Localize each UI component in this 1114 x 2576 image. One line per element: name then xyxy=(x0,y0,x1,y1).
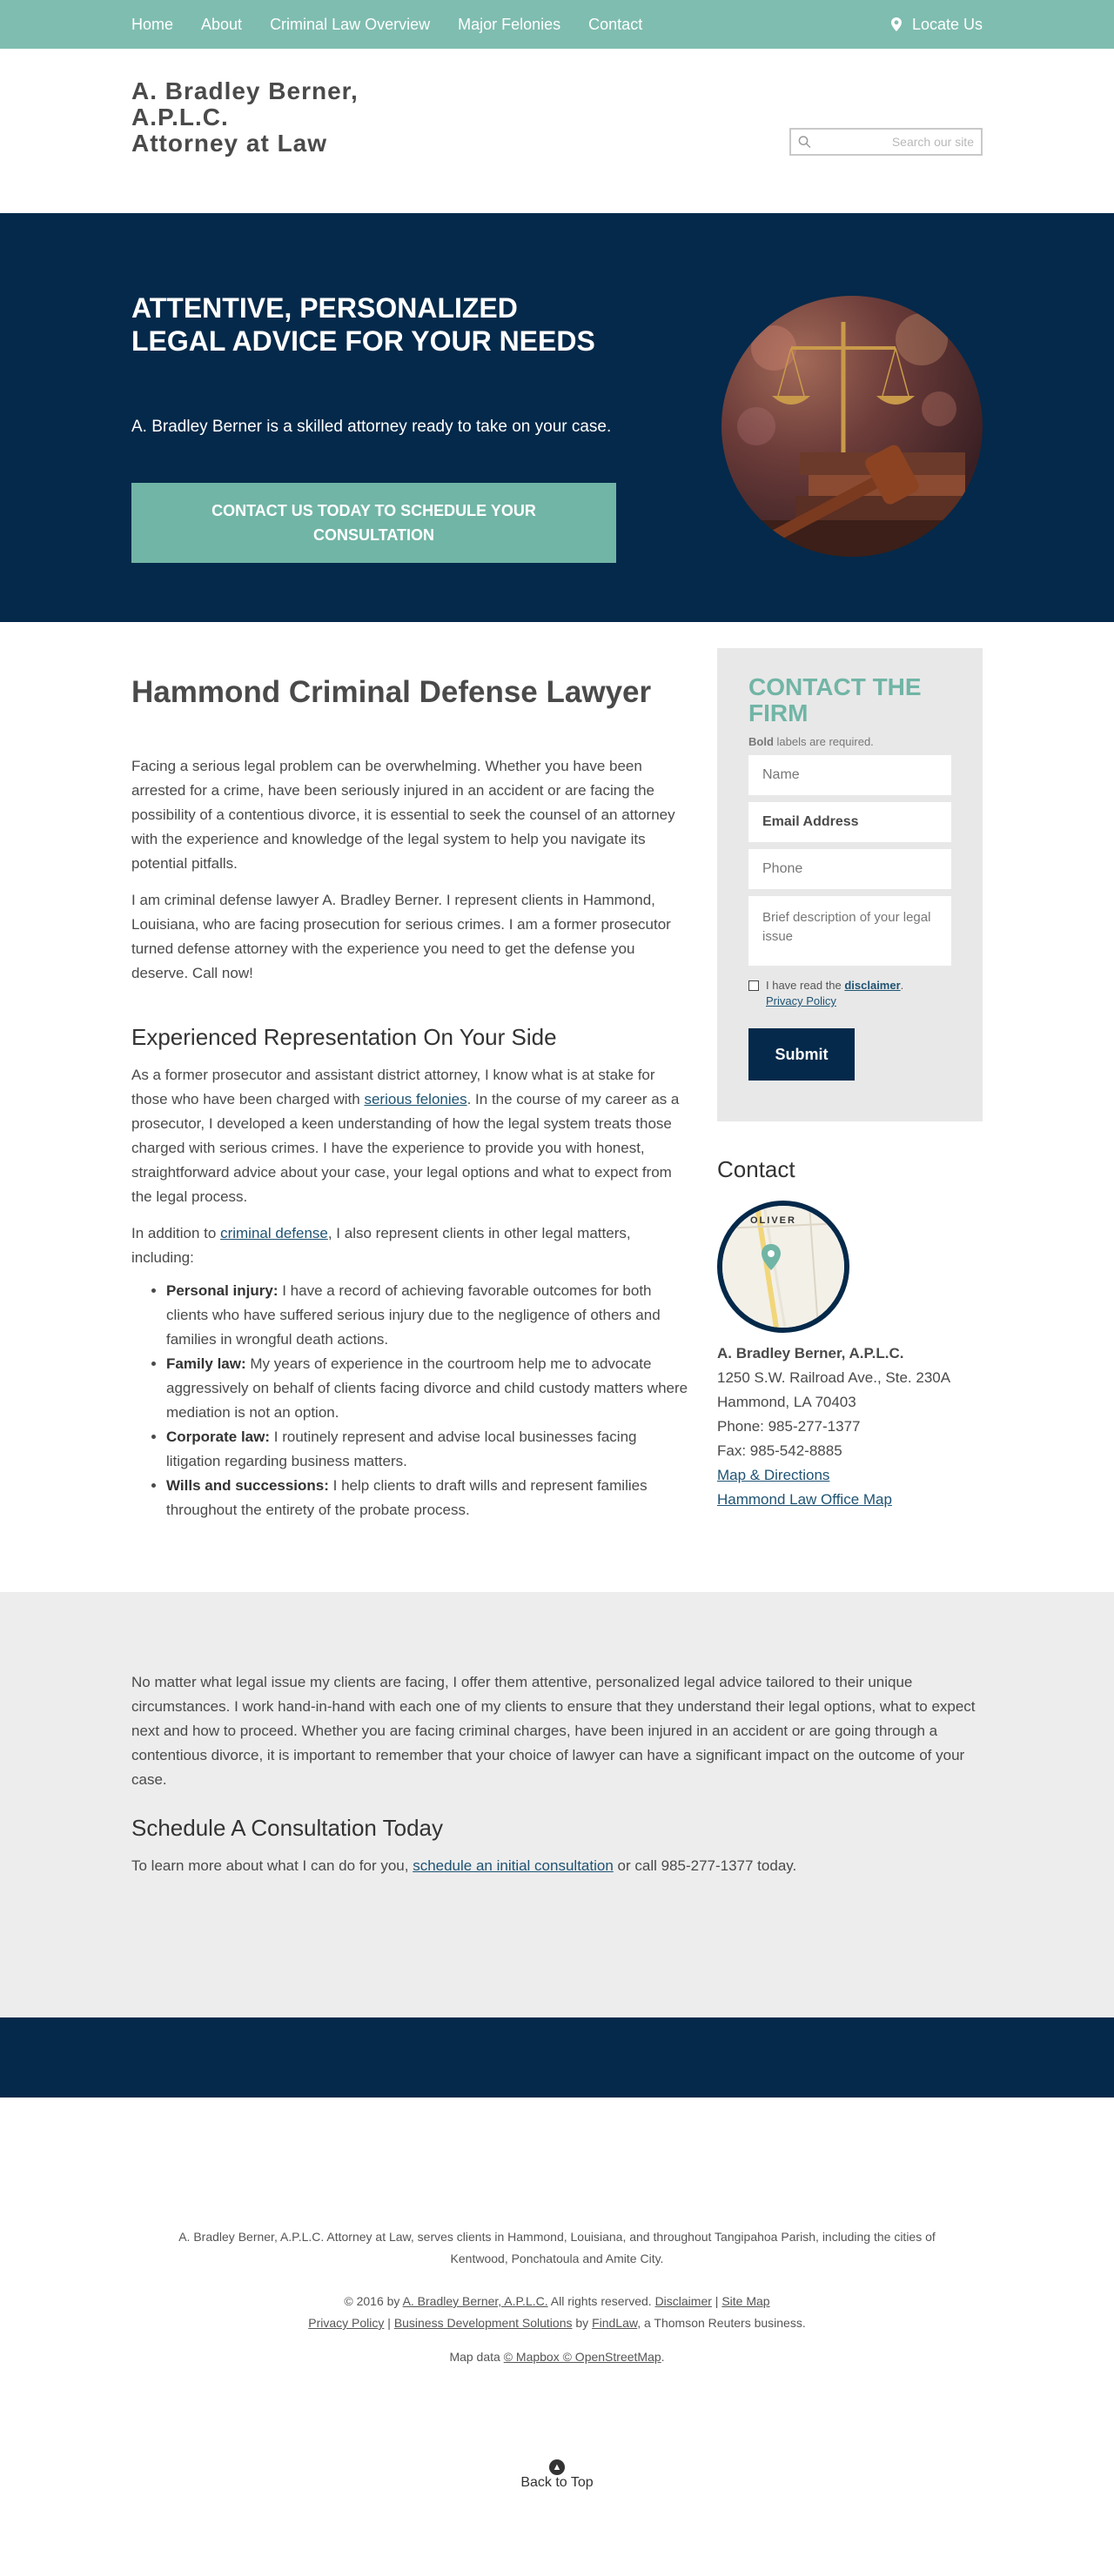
text: As a former prosecutor and assistant district attorney, I know what is at stake for those who have been charged with xyxy=(131,1067,655,1107)
privacy-policy-footer-link[interactable]: Privacy Policy xyxy=(308,2316,385,2330)
hero-subtitle: A. Bradley Berner is a skilled attorney ready to take on your case. xyxy=(131,418,612,436)
text: Bold xyxy=(748,735,774,748)
brand-line-3: Attorney at Law xyxy=(131,130,328,157)
city-state-zip: Hammond, LA 70403 xyxy=(717,1394,856,1410)
list-text: I have a record of achieving favorable outcomes for both clients who have suffered serious injury due to the negligence of others and families in wrongful death actions. xyxy=(166,1282,661,1348)
brand-line-1: A. Bradley Berner, xyxy=(131,77,359,104)
map-directions-link[interactable]: Map & Directions xyxy=(717,1467,830,1483)
text: labels are required. xyxy=(773,735,874,748)
map-street-label: OLIVER xyxy=(750,1215,796,1226)
practice-list xyxy=(131,1279,693,1522)
firm-home-link[interactable]: A. Bradley Berner, A.P.L.C. xyxy=(402,2294,548,2308)
list-item xyxy=(166,1425,693,1474)
site-map-link[interactable]: Site Map xyxy=(721,2294,770,2308)
brand-line-2: A.P.L.C. xyxy=(131,104,229,130)
map-pin-icon xyxy=(891,17,902,31)
nav-home[interactable]: Home xyxy=(131,15,174,33)
disclaimer-agreement xyxy=(748,978,951,1009)
search-icon[interactable] xyxy=(798,135,811,149)
site-header xyxy=(0,49,1114,213)
schedule-paragraph xyxy=(131,1854,983,1878)
email-field[interactable]: Email Address xyxy=(748,802,951,842)
chevron-up-icon: ▲ xyxy=(549,2459,565,2475)
list-text: My years of experience in the courtroom help me to advocate aggressively on behalf of clients facing divorce and child custody matters where mediation is not an option. xyxy=(166,1355,688,1421)
list-text: I routinely represent and advise local businesses facing litigation regarding business matters. xyxy=(166,1429,637,1469)
text: © 2016 by xyxy=(344,2294,403,2308)
search-input[interactable] xyxy=(811,135,974,149)
text: by xyxy=(572,2316,593,2330)
list-label: Corporate law: xyxy=(166,1429,271,1445)
schedule-consultation-link[interactable]: schedule an initial consultation xyxy=(413,1857,614,1874)
nav-about[interactable]: About xyxy=(201,15,243,33)
site-footer xyxy=(0,2098,1114,2576)
disclaimer-link[interactable]: disclaimer xyxy=(844,979,901,992)
footer-band xyxy=(0,2017,1114,2098)
locate-us-label: Locate Us xyxy=(911,15,983,33)
main-content xyxy=(131,622,693,1522)
text: Map data xyxy=(449,2350,504,2364)
text: , I also represent clients in other legal matters, including: xyxy=(131,1225,631,1266)
nav-major-felonies[interactable]: Major Felonies xyxy=(458,15,561,33)
street-address: 1250 S.W. Railroad Ave., Ste. 230A xyxy=(717,1369,951,1386)
search-box xyxy=(789,128,983,156)
business-development-link[interactable]: Business Development Solutions xyxy=(393,2316,573,2330)
copyright-line xyxy=(131,2291,983,2312)
consultation-section xyxy=(0,1592,1114,2017)
findlaw-link[interactable]: FindLaw xyxy=(592,2316,638,2330)
main-section xyxy=(0,622,1114,1592)
text: In addition to xyxy=(131,1225,221,1241)
text: . xyxy=(900,979,904,992)
firm-name: A. Bradley Berner, A.P.L.C. xyxy=(717,1345,904,1362)
hero-scales-gavel-image xyxy=(721,296,983,557)
intro-paragraph: Facing a serious legal problem can be overwhelming. Whether you have been arrested for a crime, have been seriously injured in an accident or are facing the possibility of a contentious divorce, it is essential to seek the counsel of an attorney with the experience and knowledge of the legal system to help you navigate its potential pitfalls. xyxy=(131,758,675,872)
agree-text xyxy=(766,978,903,1009)
phone-field[interactable]: Phone xyxy=(748,849,951,889)
disclaimer-checkbox[interactable] xyxy=(748,980,759,991)
nav-criminal-law-overview[interactable]: Criminal Law Overview xyxy=(270,15,431,33)
footer-description: A. Bradley Berner, A.P.L.C. Attorney at Law, serves clients in Hammond, Louisiana, and throughout Tangipahoa Parish, including the cities of Kentwood, Ponchatoula and Amite City. xyxy=(178,2230,936,2265)
list-item xyxy=(166,1279,693,1352)
submit-button[interactable]: Submit xyxy=(748,1028,855,1081)
hero-title: ATTENTIVE, PERSONALIZED LEGAL ADVICE FOR YOUR NEEDS xyxy=(131,292,595,357)
list-item xyxy=(166,1474,693,1522)
locate-us-link[interactable] xyxy=(891,16,983,34)
credits-line xyxy=(131,2312,983,2334)
name-field[interactable]: Name xyxy=(748,755,951,795)
list-label: Personal injury: xyxy=(166,1282,278,1299)
phone-number: Phone: 985-277-1377 xyxy=(717,1418,861,1435)
list-item xyxy=(166,1352,693,1425)
closing-paragraph: No matter what legal issue my clients are facing, I offer them attentive, personalized legal advice tailored to their unique circumstances. I work hand-in-hand with each one of my clients to ensure that they understand their legal options, what to expect next and how to proceed. Whether you are facing criminal charges, have been injured in an accident or are going through a contentious divorce, it is important to remember that your choice of lawyer can have a significant impact on the outcome of your case. xyxy=(131,1674,976,1788)
schedule-heading: Schedule A Consultation Today xyxy=(131,1815,444,1841)
back-to-top[interactable] xyxy=(0,2459,1114,2491)
office-address xyxy=(717,1342,983,1512)
page-title: Hammond Criminal Defense Lawyer xyxy=(131,675,652,709)
top-navigation xyxy=(0,0,1114,49)
privacy-policy-link[interactable]: Privacy Policy xyxy=(766,994,836,1007)
list-text: I help clients to draft wills and represent families throughout the entirety of the probate process. xyxy=(166,1477,648,1518)
text: . xyxy=(661,2350,665,2364)
list-label: Wills and successions: xyxy=(166,1477,329,1494)
disclaimer-footer-link[interactable]: Disclaimer xyxy=(654,2294,712,2308)
text: I have read the xyxy=(766,979,845,992)
serious-felonies-link[interactable]: serious felonies xyxy=(364,1091,467,1107)
about-paragraph: I am criminal defense lawyer A. Bradley Berner. I represent clients in Hammond, Louisiana, who are facing prosecution for serious crimes. I am a former prosecutor turned defense attorney with the experience you need to get the defense you deserve. Call now! xyxy=(131,892,671,981)
mapbox-link[interactable]: © Mapbox © OpenStreetMap xyxy=(503,2350,661,2364)
hero-banner xyxy=(0,213,1114,622)
site-logo[interactable] xyxy=(131,78,359,157)
text: , a Thomson Reuters business. xyxy=(637,2316,806,2330)
map-attribution xyxy=(131,2346,983,2368)
office-map[interactable] xyxy=(717,1201,849,1333)
text: All rights reserved. xyxy=(547,2294,655,2308)
other-matters-paragraph xyxy=(131,1221,693,1270)
text: . In the course of my career as a prosecutor, I developed a keen understanding of how the legal system treats those charged with serious crimes. I have the experience to provide you with honest, straightforward advice about your case, your legal options and what to expect from the legal process. xyxy=(131,1091,680,1205)
criminal-defense-link[interactable]: criminal defense xyxy=(220,1225,328,1241)
section-heading-experience: Experienced Representation On Your Side xyxy=(131,1024,557,1050)
list-label: Family law: xyxy=(166,1355,246,1372)
form-title: CONTACT THE FIRM xyxy=(748,673,922,726)
nav-contact[interactable]: Contact xyxy=(588,15,643,33)
form-required-note xyxy=(748,735,951,748)
separator: | xyxy=(711,2294,722,2308)
text: To learn more about what I can do for you, xyxy=(131,1857,413,1874)
legal-issue-textarea[interactable]: Brief description of your legal issue xyxy=(748,896,951,966)
experience-paragraph xyxy=(131,1063,693,1209)
contact-form xyxy=(717,648,983,1121)
separator: | xyxy=(384,2316,394,2330)
sidebar xyxy=(717,648,983,1512)
contact-heading: Contact xyxy=(717,1156,795,1182)
back-to-top-label: Back to Top xyxy=(520,2475,594,2490)
contact-block xyxy=(717,1156,983,1512)
fax-number: Fax: 985-542-8885 xyxy=(717,1442,842,1459)
office-map-link[interactable]: Hammond Law Office Map xyxy=(717,1491,892,1508)
text: or call 985-277-1377 today. xyxy=(613,1857,797,1874)
schedule-consultation-button[interactable]: CONTACT US TODAY TO SCHEDULE YOUR CONSULTATION xyxy=(131,483,616,563)
